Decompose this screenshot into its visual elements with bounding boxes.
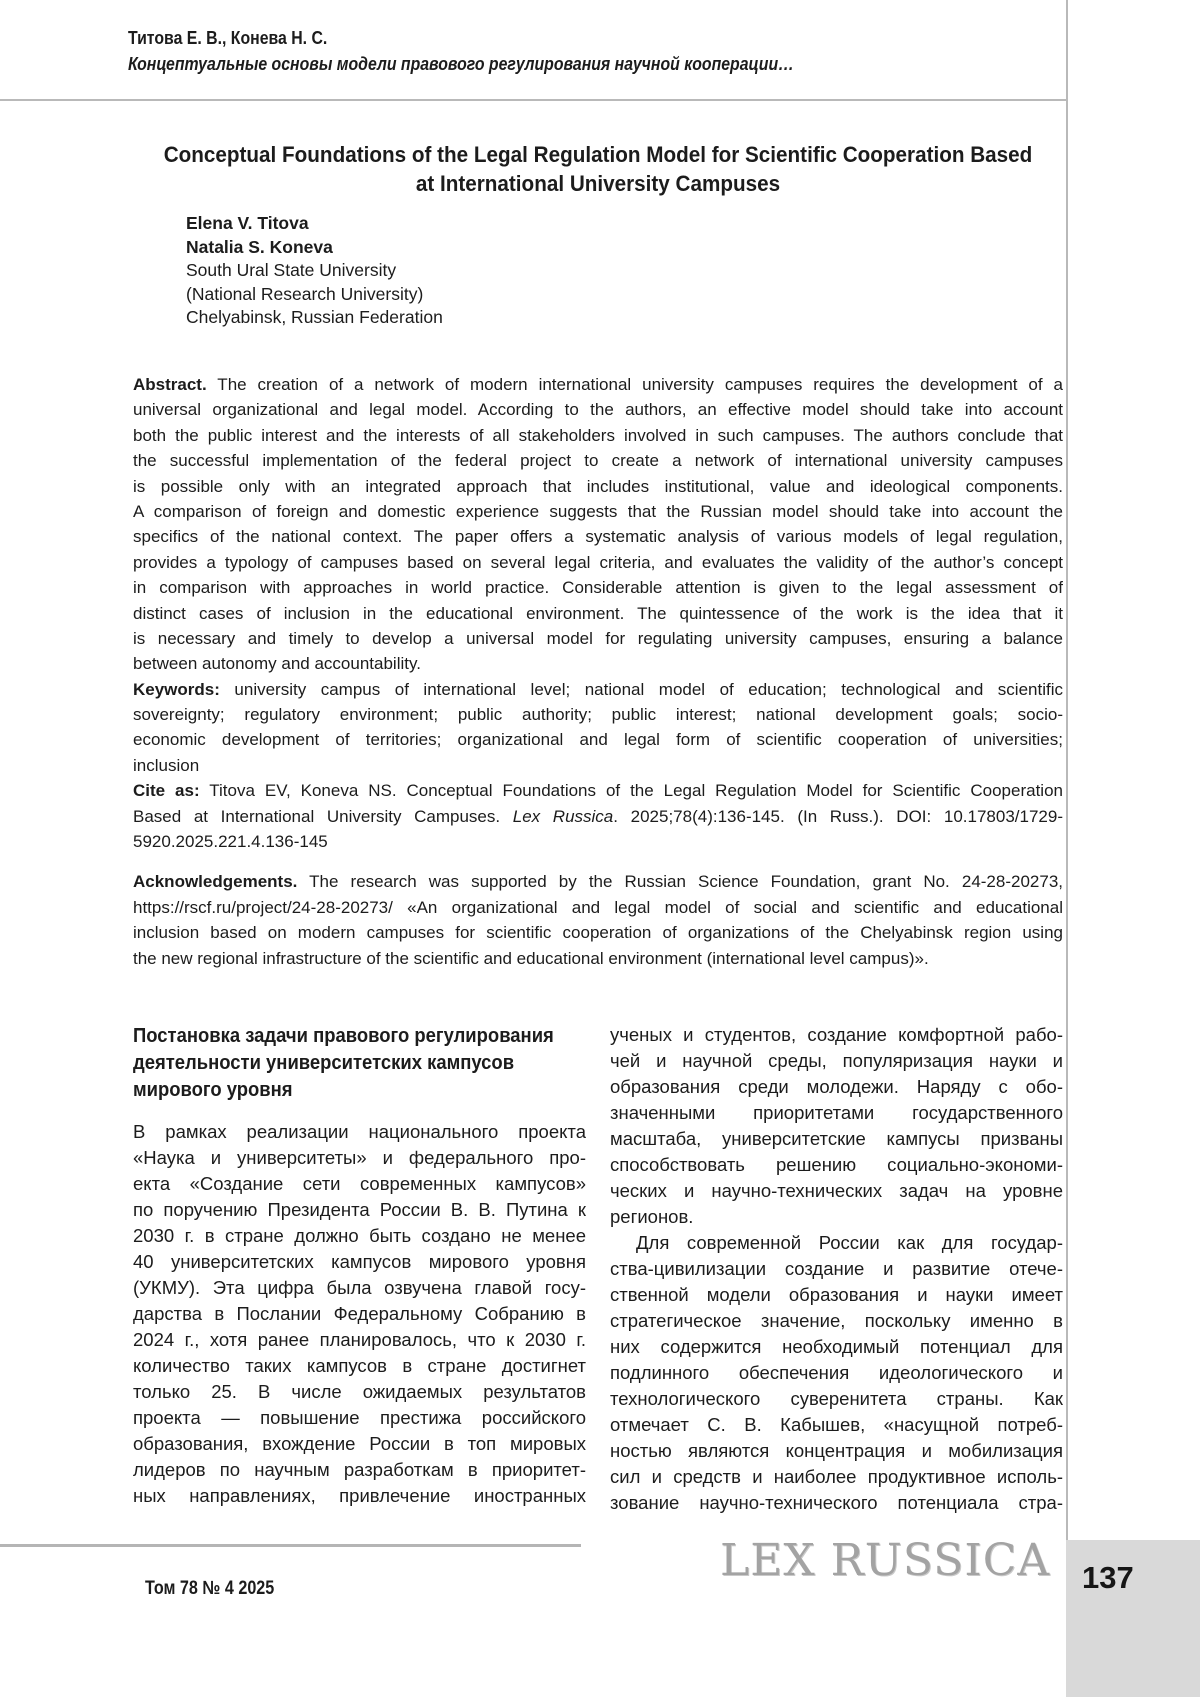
section-heading-line: Постановка задачи правового регулирования <box>133 1024 554 1047</box>
abstract-line: Abstract. The creation of a network of modern international university campuses requires the development of a <box>133 375 1063 394</box>
body-text-line: образования среди молодежи. Наряду с обо- <box>610 1076 1063 1097</box>
page-number-box <box>1066 1540 1200 1697</box>
abstract-line: specifics of the national context. The paper offers a systematic analysis of various models of legal regulation, <box>133 527 1063 547</box>
body-text-line: количество таких кампусов в стране достигнет <box>133 1355 586 1376</box>
abstract-line: the successful implementation of the federal project to create a network of international university campuses <box>133 451 1063 471</box>
body-text-line: по поручению Президента России В. В. Путина к <box>133 1199 586 1220</box>
body-text-line: дарства в Послании Федеральному Собранию в <box>133 1303 586 1324</box>
body-text-line: значенными приоритетами государственного <box>610 1102 1063 1123</box>
body-text-line: ностью являются концентрация и мобилизация <box>610 1440 1063 1461</box>
acknowledgements-line: inclusion based on modern campuses for scientific cooperation of organizations of the Chelyabinsk region using <box>133 923 1063 943</box>
body-text-line: образования, вхождение России в топ мировых <box>133 1433 586 1454</box>
keywords-line: inclusion <box>133 755 200 775</box>
acknowledgements-paragraph <box>133 869 1063 971</box>
body-text-line: Для современной России как для государ- <box>636 1232 1063 1253</box>
author-affiliation-line: South Ural State University <box>186 260 397 280</box>
body-text-line: ных направлениях, привлечение иностранных <box>133 1485 586 1506</box>
article-title <box>161 140 1035 198</box>
section-heading-line: деятельности университетских кампусов <box>133 1051 515 1074</box>
running-header-title: Концептуальные основы модели правового регулирования научной кооперации… <box>128 54 794 74</box>
abstract-line: both the public interest and the interests of all stakeholders involved in such campuses. The authors conclude that <box>133 425 1063 445</box>
body-text-line: стратегическое значение, поскольку именно в <box>610 1310 1063 1331</box>
body-text-line: чей и научной среды, популяризация науки и <box>610 1050 1063 1071</box>
citation-line: Cite as: Titova EV, Koneva NS. Conceptual Foundations of the Legal Regulation Model for Scientific Cooperation <box>133 781 1063 801</box>
body-text-line: технологического суверенитета страны. Как <box>610 1388 1063 1409</box>
running-header-authors: Титова Е. В., Конева Н. С. <box>128 28 328 48</box>
body-text-line: проекта — повышение престижа российского <box>133 1407 586 1428</box>
volume-issue-info: Том 78 № 4 2025 <box>145 1578 275 1599</box>
body-text-line: «Наука и университеты» и федерального про- <box>133 1147 586 1168</box>
acknowledgements-line: Acknowledgements. The research was supported by the Russian Science Foundation, grant No. 24-28-20273, <box>133 872 1063 892</box>
abstract-line: distinct cases of inclusion in the educational environment. The quintessence of the work is the idea that it <box>133 603 1063 623</box>
citation-paragraph <box>133 778 1063 854</box>
header-rule <box>0 99 1068 101</box>
body-text-line: (УКМУ). Эта цифра была озвучена главой госу- <box>133 1277 586 1298</box>
citation-line: 5920.2025.221.4.136-145 <box>133 832 328 852</box>
body-text-line: 2030 г. в стране должно быть создано не менее <box>133 1225 586 1246</box>
article-title-line: at International University Campuses <box>415 171 781 196</box>
abstract-line: is necessary and timely to develop a universal model for regulating university campuses, ensuring a balance <box>133 628 1063 648</box>
body-text-line: способствовать решению социально-экономи- <box>610 1154 1063 1175</box>
body-text-line: подлинного обеспечения идеологического и <box>610 1362 1063 1383</box>
body-text-line: зование научно-технического потенциала стра- <box>610 1492 1063 1513</box>
author-affiliation-line: Natalia S. Koneva <box>186 236 333 257</box>
abstract-line: universal organizational and legal model. According to the authors, an effective model should take into account <box>133 400 1063 420</box>
page-number: 137 <box>1082 1560 1134 1595</box>
body-text-line: регионов. <box>610 1206 694 1227</box>
body-text-line: 40 университетских кампусов мирового уровня <box>133 1251 586 1272</box>
front-matter <box>133 372 1063 971</box>
acknowledgements-line: https://rscf.ru/project/24-28-20273/ «An organizational and legal model of social and scientific and educational <box>133 897 1063 917</box>
keywords-paragraph <box>133 677 1063 779</box>
body-text-line: ученых и студентов, создание комфортной рабо- <box>610 1024 1063 1045</box>
body-text-line: ства-цивилизации создание и развитие отече- <box>610 1258 1063 1279</box>
footer-rule <box>0 1544 581 1547</box>
body-text-line: ственной модели образования и науки имеет <box>610 1284 1063 1305</box>
body-text-line: 2024 г., хотя ранее планировалось, что к 2030 г. <box>133 1329 586 1350</box>
abstract-line: is possible only with an integrated approach that includes institutional, value and ideological components. <box>133 476 1063 496</box>
section-heading <box>133 1022 554 1103</box>
body-text-line: масштаба, университетские кампусы призваны <box>610 1128 1063 1149</box>
body-text-line: отмечает С. В. Кабышев, «насущной потреб- <box>610 1414 1063 1435</box>
lex-russica-logo: LEX RUSSICA <box>720 1535 1051 1586</box>
body-text-line: екта «Создание сети современных кампусов» <box>133 1173 586 1194</box>
citation-line: Based at International University Campuses. Lex Russica. 2025;78(4):136-145. (In Russ.). DOI: 10.17803/1729- <box>133 806 1063 826</box>
body-text-line: В рамках реализации национального проекта <box>133 1121 586 1142</box>
left-text-column <box>133 1022 586 1509</box>
abstract-line: A comparison of foreign and domestic experience suggests that the Russian model should take into account the <box>133 501 1063 521</box>
body-text-line: них содержится необходимый потенциал для <box>610 1336 1063 1357</box>
abstract-line: in comparison with approaches in world practice. Considerable attention is given to the legal assessment of <box>133 578 1063 598</box>
section-heading-line: мирового уровня <box>133 1078 293 1101</box>
left-column-body <box>133 1119 586 1509</box>
body-text-line: сил и средств и наиболее продуктивное исполь- <box>610 1466 1063 1487</box>
author-affiliation-line: (National Research University) <box>186 283 424 304</box>
keywords-line: economic development of territories; organizational and legal form of scientific cooperation of universities; <box>133 730 1063 750</box>
author-affiliation-line: Elena V. Titova <box>186 213 309 233</box>
keywords-line: sovereignty; regulatory environment; public authority; public interest; national development goals; socio- <box>133 705 1063 725</box>
right-text-column <box>610 1022 1063 1516</box>
body-text-line: ческих и научно-технических задач на уровне <box>610 1180 1063 1201</box>
author-affiliation-line: Chelyabinsk, Russian Federation <box>186 307 443 327</box>
keywords-line: Keywords: university campus of international level; national model of education; technological and scientific <box>133 679 1063 699</box>
acknowledgements-line: the new regional infrastructure of the scientific and educational environment (international level campus)». <box>133 948 929 968</box>
authors-affiliation-block <box>186 212 443 330</box>
right-column-body <box>610 1022 1063 1516</box>
abstract-paragraph <box>133 372 1063 677</box>
article-title-line: Conceptual Foundations of the Legal Regulation Model for Scientific Cooperation Based <box>163 142 1033 167</box>
right-margin-rule <box>1066 0 1068 1697</box>
body-text-line: только 25. В числе ожидаемых результатов <box>133 1381 586 1402</box>
body-text-line: лидеров по научным разработкам в приоритет- <box>133 1459 586 1480</box>
running-header <box>128 26 794 77</box>
abstract-line: between autonomy and accountability. <box>133 654 421 674</box>
abstract-line: provides a typology of campuses based on several legal criteria, and evaluates the validity of the author’s concept <box>133 552 1063 572</box>
